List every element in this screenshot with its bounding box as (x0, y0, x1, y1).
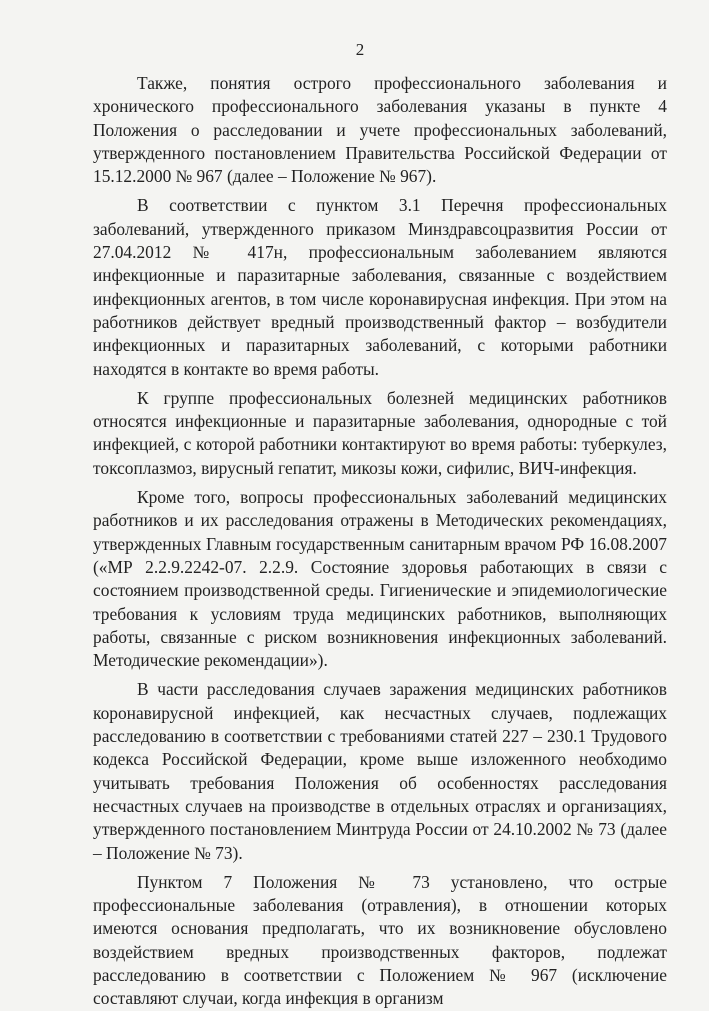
paragraph: В соответствии с пунктом 3.1 Перечня профессиональных заболеваний, утвержденного приказом Минздравсоцразвития России от 27.04.2012 № 417н, профессиональным заболеванием являются инфекционные и паразитарные заболевания, связанные с воздействием инфекционных агентов, в том числе коронавирусная инфекция. При этом на работников действует вредный производственный фактор – возбудители инфекционных и паразитарных заболеваний, с которыми работники находятся в контакте во время работы. (93, 195, 667, 379)
paragraph: К группе профессиональных болезней медицинских работников относятся инфекционные и паразитарные заболевания, однородные с той инфекцией, с которой работники контактируют во время работы: туберкулез, токсоплазмоз, вирусный гепатит, микозы кожи, сифилис, ВИЧ-инфекция. (93, 387, 667, 478)
paragraph: В части расследования случаев заражения медицинских работников коронавирусной инфекцией, как несчастных случаев, подлежащих расследованию в соответствии с требованиями статей 227 – 230.1 Трудового кодекса Российской Федерации, кроме выше изложенного необходимо учитывать требования Положения об особенностях расследования несчастных случаев на производстве в отдельных отраслях и организациях, утвержденного постановлением Минтруда России от 24.10.2002 № 73 (далее – Положение № 73). (93, 679, 667, 863)
paragraph: Кроме того, вопросы профессиональных заболеваний медицинских работников и их расследования отражены в Методических рекомендациях, утвержденных Главным государственным санитарным врачом РФ 16.08.2007 («МР 2.2.9.2242-07. 2.2.9. Состояние здоровья работающих в связи с состоянием производственной среды. Гигиенические и эпидемиологические требования к условиям труда медицинских работников, выполняющих работы, связанные с риском возникновения инфекционных заболеваний. Методические рекомендации»). (93, 487, 667, 671)
paragraph: Пунктом 7 Положения № 73 установлено, что острые профессиональные заболевания (отравления), в отношении которых имеются основания предполагать, что их возникновение обусловлено воздействием вредных производственных факторов, подлежат расследованию в соответствии с Положением № 967 (исключение составляют случаи, когда инфекция в организм (93, 871, 667, 1009)
page-number: 2 (355, 40, 365, 59)
paragraph: Также, понятия острого профессионального заболевания и хронического профессионального заболевания указаны в пункте 4 Положения о расследовании и учете профессиональных заболеваний, утвержденного постановлением Правительства Российской Федерации от 15.12.2000 № 967 (далее – Положение № 967). (93, 73, 667, 187)
